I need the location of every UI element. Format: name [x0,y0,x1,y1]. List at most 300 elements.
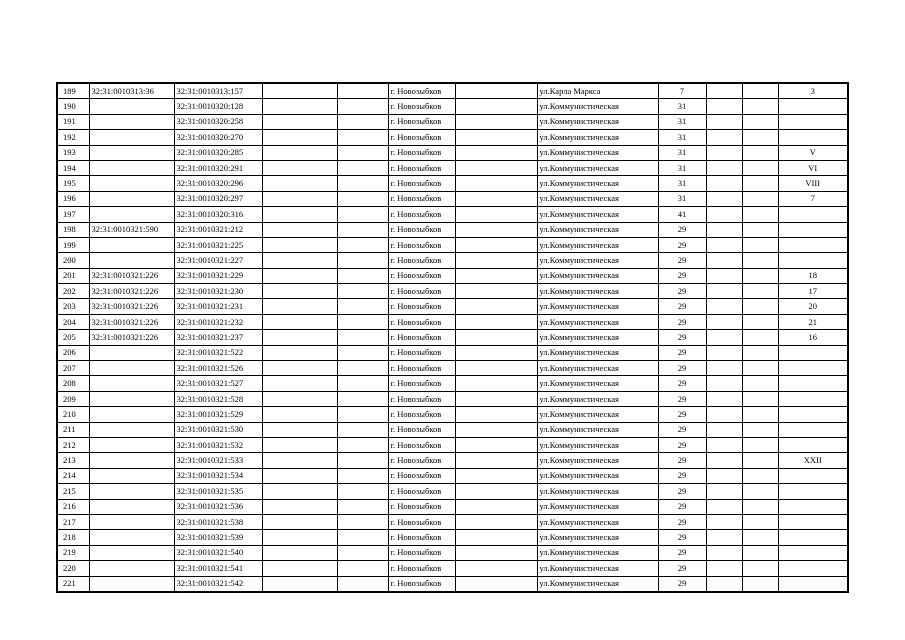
empty-cell [455,361,537,376]
street-cell: ул.Коммунистическая [537,422,658,437]
empty-cell [262,530,337,545]
table-row [57,391,848,406]
empty-cell [742,284,778,299]
cadastral-number-cell: 32:31:0010320:316 [174,207,262,222]
house-number-cell: 29 [658,545,706,560]
table-row [57,160,848,175]
house-number-cell: 31 [658,145,706,160]
room-number-cell [778,514,848,529]
street-cell: ул.Коммунистическая [537,514,658,529]
empty-cell [262,576,337,592]
parent-cadastral-cell [89,422,174,437]
empty-cell [455,207,537,222]
parent-cadastral-cell [89,453,174,468]
street-cell: ул.Коммунистическая [537,299,658,314]
row-number-cell: 195 [57,176,89,191]
empty-cell [337,130,388,145]
row-number-cell: 202 [57,284,89,299]
empty-cell [742,561,778,576]
empty-cell [262,191,337,206]
empty-cell [337,114,388,129]
register-table [56,82,849,593]
empty-cell [455,237,537,252]
cadastral-number-cell: 32:31:0010320:297 [174,191,262,206]
table-row [57,207,848,222]
row-number-cell: 206 [57,345,89,360]
cadastral-number-cell: 32:31:0010321:539 [174,530,262,545]
cadastral-number-cell: 32:31:0010321:535 [174,484,262,499]
parent-cadastral-cell: 32:31:0010321:226 [89,314,174,329]
row-number-cell: 189 [57,83,89,99]
city-cell: г. Новозыбков [388,330,455,345]
empty-cell [706,561,742,576]
city-cell: г. Новозыбков [388,207,455,222]
empty-cell [262,145,337,160]
house-number-cell: 31 [658,130,706,145]
parent-cadastral-cell [89,191,174,206]
city-cell: г. Новозыбков [388,253,455,268]
empty-cell [262,83,337,99]
cadastral-number-cell: 32:31:0010321:536 [174,499,262,514]
empty-cell [455,561,537,576]
parent-cadastral-cell: 32:31:0010321:226 [89,330,174,345]
empty-cell [706,191,742,206]
empty-cell [455,437,537,452]
room-number-cell: V [778,145,848,160]
empty-cell [337,99,388,114]
empty-cell [742,391,778,406]
row-number-cell: 213 [57,453,89,468]
empty-cell [337,484,388,499]
house-number-cell: 29 [658,268,706,283]
room-number-cell [778,253,848,268]
room-number-cell [778,499,848,514]
house-number-cell: 31 [658,176,706,191]
street-cell: ул.Коммунистическая [537,330,658,345]
house-number-cell: 31 [658,191,706,206]
room-number-cell: 20 [778,299,848,314]
parent-cadastral-cell: 32:31:0010313:36 [89,83,174,99]
city-cell: г. Новозыбков [388,222,455,237]
empty-cell [742,237,778,252]
empty-cell [742,422,778,437]
table-row [57,530,848,545]
parent-cadastral-cell: 32:31:0010321:226 [89,299,174,314]
empty-cell [262,176,337,191]
parent-cadastral-cell [89,545,174,560]
empty-cell [706,160,742,175]
room-number-cell: VIII [778,176,848,191]
row-number-cell: 204 [57,314,89,329]
empty-cell [455,376,537,391]
cadastral-number-cell: 32:31:0010321:542 [174,576,262,592]
empty-cell [742,145,778,160]
room-number-cell [778,484,848,499]
empty-cell [262,361,337,376]
empty-cell [742,191,778,206]
empty-cell [706,453,742,468]
empty-cell [706,299,742,314]
row-number-cell: 200 [57,253,89,268]
table-row [57,484,848,499]
empty-cell [706,83,742,99]
row-number-cell: 190 [57,99,89,114]
street-cell: ул.Коммунистическая [537,176,658,191]
cadastral-number-cell: 32:31:0010321:534 [174,468,262,483]
row-number-cell: 221 [57,576,89,592]
cadastral-number-cell: 32:31:0010321:230 [174,284,262,299]
empty-cell [706,345,742,360]
empty-cell [337,330,388,345]
row-number-cell: 217 [57,514,89,529]
empty-cell [706,207,742,222]
empty-cell [742,437,778,452]
empty-cell [742,330,778,345]
empty-cell [337,376,388,391]
empty-cell [742,99,778,114]
empty-cell [337,176,388,191]
room-number-cell [778,376,848,391]
city-cell: г. Новозыбков [388,83,455,99]
empty-cell [742,545,778,560]
city-cell: г. Новозыбков [388,576,455,592]
empty-cell [337,268,388,283]
empty-cell [337,576,388,592]
parent-cadastral-cell [89,114,174,129]
table-row [57,453,848,468]
row-number-cell: 192 [57,130,89,145]
empty-cell [742,530,778,545]
house-number-cell: 29 [658,530,706,545]
empty-cell [337,422,388,437]
table-row [57,299,848,314]
room-number-cell: 3 [778,83,848,99]
street-cell: ул.Коммунистическая [537,268,658,283]
empty-cell [262,376,337,391]
row-number-cell: 212 [57,437,89,452]
empty-cell [742,83,778,99]
street-cell: ул.Коммунистическая [537,145,658,160]
empty-cell [337,160,388,175]
table-row [57,237,848,252]
empty-cell [262,391,337,406]
empty-cell [706,484,742,499]
city-cell: г. Новозыбков [388,314,455,329]
table-row [57,191,848,206]
table-row [57,83,848,99]
row-number-cell: 219 [57,545,89,560]
empty-cell [706,99,742,114]
street-cell: ул.Коммунистическая [537,576,658,592]
parent-cadastral-cell [89,576,174,592]
street-cell: ул.Коммунистическая [537,345,658,360]
cadastral-number-cell: 32:31:0010321:232 [174,314,262,329]
cadastral-number-cell: 32:31:0010320:296 [174,176,262,191]
table-row [57,284,848,299]
empty-cell [262,207,337,222]
table-row [57,253,848,268]
house-number-cell: 29 [658,453,706,468]
empty-cell [455,99,537,114]
empty-cell [455,484,537,499]
city-cell: г. Новозыбков [388,453,455,468]
empty-cell [706,407,742,422]
row-number-cell: 214 [57,468,89,483]
room-number-cell: 18 [778,268,848,283]
street-cell: ул.Коммунистическая [537,391,658,406]
cadastral-number-cell: 32:31:0010320:128 [174,99,262,114]
street-cell: ул.Коммунистическая [537,207,658,222]
table-row [57,499,848,514]
empty-cell [262,222,337,237]
house-number-cell: 29 [658,437,706,452]
parent-cadastral-cell [89,437,174,452]
city-cell: г. Новозыбков [388,284,455,299]
room-number-cell [778,345,848,360]
row-number-cell: 203 [57,299,89,314]
empty-cell [742,514,778,529]
empty-cell [706,114,742,129]
empty-cell [337,407,388,422]
city-cell: г. Новозыбков [388,268,455,283]
empty-cell [262,130,337,145]
empty-cell [262,237,337,252]
street-cell: ул.Коммунистическая [537,407,658,422]
empty-cell [742,484,778,499]
empty-cell [455,314,537,329]
row-number-cell: 197 [57,207,89,222]
parent-cadastral-cell [89,253,174,268]
cadastral-number-cell: 32:31:0010320:258 [174,114,262,129]
empty-cell [337,207,388,222]
empty-cell [455,453,537,468]
cadastral-number-cell: 32:31:0010321:229 [174,268,262,283]
table-row [57,345,848,360]
empty-cell [706,330,742,345]
row-number-cell: 193 [57,145,89,160]
empty-cell [262,99,337,114]
cadastral-number-cell: 32:31:0010321:522 [174,345,262,360]
empty-cell [706,268,742,283]
empty-cell [455,176,537,191]
house-number-cell: 31 [658,99,706,114]
empty-cell [742,376,778,391]
city-cell: г. Новозыбков [388,468,455,483]
empty-cell [262,299,337,314]
empty-cell [706,314,742,329]
table-row [57,145,848,160]
room-number-cell [778,130,848,145]
empty-cell [706,468,742,483]
street-cell: ул.Коммунистическая [537,545,658,560]
street-cell: ул.Коммунистическая [537,284,658,299]
empty-cell [262,330,337,345]
room-number-cell: 17 [778,284,848,299]
cadastral-number-cell: 32:31:0010320:291 [174,160,262,175]
room-number-cell [778,576,848,592]
empty-cell [706,237,742,252]
street-cell: ул.Коммунистическая [537,191,658,206]
street-cell: ул.Коммунистическая [537,361,658,376]
empty-cell [455,514,537,529]
empty-cell [706,176,742,191]
parent-cadastral-cell [89,376,174,391]
empty-cell [706,391,742,406]
row-number-cell: 201 [57,268,89,283]
cadastral-number-cell: 32:31:0010321:225 [174,237,262,252]
empty-cell [262,437,337,452]
empty-cell [706,576,742,592]
row-number-cell: 207 [57,361,89,376]
house-number-cell: 31 [658,160,706,175]
room-number-cell [778,114,848,129]
empty-cell [262,407,337,422]
parent-cadastral-cell [89,207,174,222]
table-row [57,330,848,345]
room-number-cell [778,407,848,422]
empty-cell [337,453,388,468]
table-body [57,83,848,592]
row-number-cell: 205 [57,330,89,345]
empty-cell [262,561,337,576]
house-number-cell: 29 [658,330,706,345]
house-number-cell: 29 [658,391,706,406]
room-number-cell [778,468,848,483]
empty-cell [742,222,778,237]
city-cell: г. Новозыбков [388,145,455,160]
cadastral-number-cell: 32:31:0010321:212 [174,222,262,237]
room-number-cell: 21 [778,314,848,329]
empty-cell [262,422,337,437]
street-cell: ул.Коммунистическая [537,253,658,268]
table-row [57,422,848,437]
empty-cell [455,545,537,560]
cadastral-number-cell: 32:31:0010321:540 [174,545,262,560]
parent-cadastral-cell [89,160,174,175]
empty-cell [262,468,337,483]
empty-cell [262,545,337,560]
empty-cell [262,453,337,468]
empty-cell [742,130,778,145]
empty-cell [706,514,742,529]
room-number-cell [778,561,848,576]
house-number-cell: 29 [658,284,706,299]
table-row [57,576,848,592]
table-row [57,514,848,529]
room-number-cell [778,437,848,452]
street-cell: ул.Коммунистическая [537,130,658,145]
empty-cell [262,284,337,299]
empty-cell [455,345,537,360]
parent-cadastral-cell: 32:31:0010321:590 [89,222,174,237]
cadastral-number-cell: 32:31:0010321:529 [174,407,262,422]
cadastral-number-cell: 32:31:0010313:157 [174,83,262,99]
empty-cell [706,253,742,268]
table-row [57,130,848,145]
empty-cell [337,83,388,99]
house-number-cell: 29 [658,237,706,252]
house-number-cell: 29 [658,407,706,422]
city-cell: г. Новозыбков [388,237,455,252]
empty-cell [262,499,337,514]
room-number-cell [778,422,848,437]
empty-cell [742,299,778,314]
table-row [57,99,848,114]
cadastral-number-cell: 32:31:0010321:237 [174,330,262,345]
room-number-cell [778,99,848,114]
empty-cell [262,345,337,360]
row-number-cell: 209 [57,391,89,406]
empty-cell [706,130,742,145]
street-cell: ул.Коммунистическая [537,376,658,391]
empty-cell [742,268,778,283]
empty-cell [742,114,778,129]
city-cell: г. Новозыбков [388,376,455,391]
table-row [57,407,848,422]
empty-cell [337,361,388,376]
empty-cell [706,530,742,545]
house-number-cell: 29 [658,576,706,592]
street-cell: ул.Коммунистическая [537,453,658,468]
empty-cell [455,299,537,314]
empty-cell [742,576,778,592]
house-number-cell: 29 [658,499,706,514]
parent-cadastral-cell [89,407,174,422]
room-number-cell: 7 [778,191,848,206]
parent-cadastral-cell [89,530,174,545]
table-row [57,314,848,329]
empty-cell [337,514,388,529]
empty-cell [455,253,537,268]
parent-cadastral-cell [89,130,174,145]
row-number-cell: 199 [57,237,89,252]
parent-cadastral-cell [89,176,174,191]
house-number-cell: 29 [658,299,706,314]
street-cell: ул.Коммунистическая [537,484,658,499]
room-number-cell [778,530,848,545]
city-cell: г. Новозыбков [388,130,455,145]
empty-cell [706,437,742,452]
city-cell: г. Новозыбков [388,191,455,206]
empty-cell [706,145,742,160]
parent-cadastral-cell [89,561,174,576]
house-number-cell: 31 [658,114,706,129]
empty-cell [742,361,778,376]
cadastral-number-cell: 32:31:0010320:285 [174,145,262,160]
cadastral-number-cell: 32:31:0010321:526 [174,361,262,376]
street-cell: ул.Коммунистическая [537,468,658,483]
row-number-cell: 215 [57,484,89,499]
city-cell: г. Новозыбков [388,160,455,175]
empty-cell [455,222,537,237]
room-number-cell [778,545,848,560]
empty-cell [742,468,778,483]
empty-cell [337,222,388,237]
empty-cell [706,499,742,514]
parent-cadastral-cell [89,514,174,529]
row-number-cell: 218 [57,530,89,545]
empty-cell [455,576,537,592]
empty-cell [455,145,537,160]
empty-cell [337,545,388,560]
city-cell: г. Новозыбков [388,484,455,499]
row-number-cell: 220 [57,561,89,576]
city-cell: г. Новозыбков [388,299,455,314]
street-cell: ул.Коммунистическая [537,237,658,252]
empty-cell [455,114,537,129]
row-number-cell: 194 [57,160,89,175]
street-cell: ул.Коммунистическая [537,499,658,514]
